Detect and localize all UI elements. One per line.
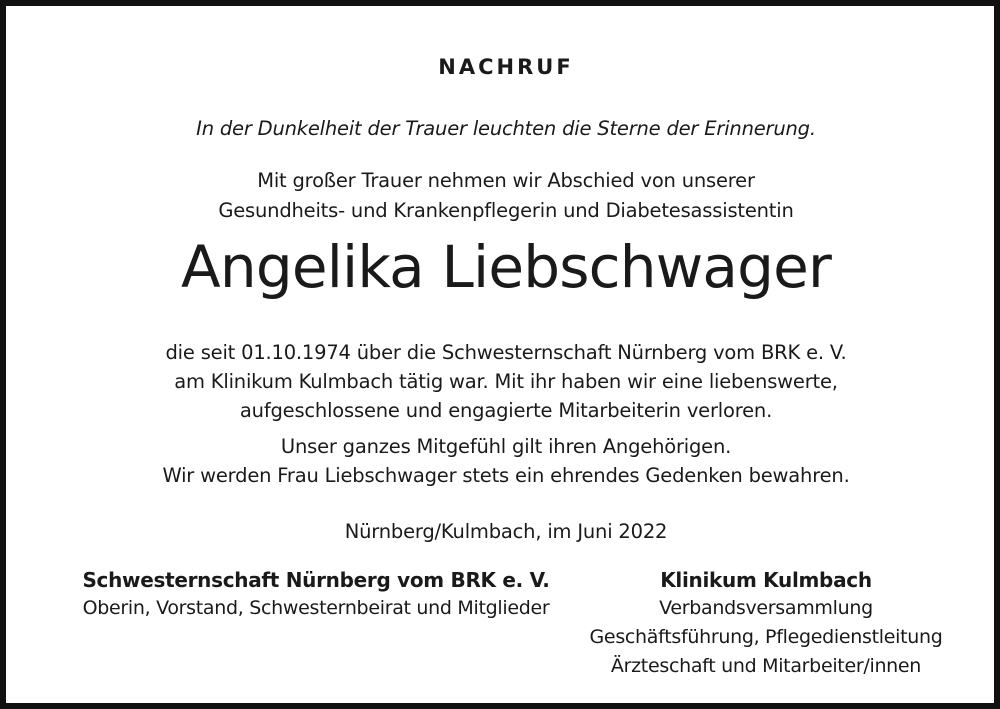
intro-line: Mit großer Trauer nehmen wir Abschied von unserer	[257, 169, 755, 192]
place-and-date: Nürnberg/Kulmbach, im Juni 2022	[344, 520, 668, 543]
intro-line: Gesundheits- und Krankenpflegerin und Diabetesassistentin	[218, 199, 794, 222]
signature-block-klinikum	[566, 566, 966, 681]
notice-heading: NACHRUF	[438, 55, 574, 79]
signature-line: Ärzteschaft und Mitarbeiter/innen	[610, 655, 922, 677]
signature-line: Verbandsversammlung	[659, 597, 873, 619]
condolence-line: Wir werden Frau Liebschwager stets ein ehrendes Gedenken bewahren.	[162, 464, 850, 487]
condolence-line: Unser ganzes Mitgefühl gilt ihren Angehörigen.	[280, 435, 732, 458]
deceased-name: Angelika Liebschwager	[180, 233, 832, 301]
signature-block-schwesternschaft	[46, 566, 586, 623]
motto-quote: In der Dunkelheit der Trauer leuchten die Sterne der Erinnerung.	[196, 117, 816, 140]
signature-line: Geschäftsführung, Pflegedienstleitung	[589, 626, 943, 648]
signature-line: Oberin, Vorstand, Schwesternbeirat und Mitglieder	[82, 597, 550, 619]
signature-title: Schwesternschaft Nürnberg vom BRK e. V.	[82, 568, 550, 592]
body-line: aufgeschlossene und engagierte Mitarbeiterin verloren.	[239, 399, 773, 422]
signature-title: Klinikum Kulmbach	[660, 568, 872, 592]
body-line: die seit 01.10.1974 über die Schwesternschaft Nürnberg vom BRK e. V.	[165, 341, 847, 364]
body-line: am Klinikum Kulmbach tätig war. Mit ihr haben wir eine liebenswerte,	[174, 370, 838, 393]
